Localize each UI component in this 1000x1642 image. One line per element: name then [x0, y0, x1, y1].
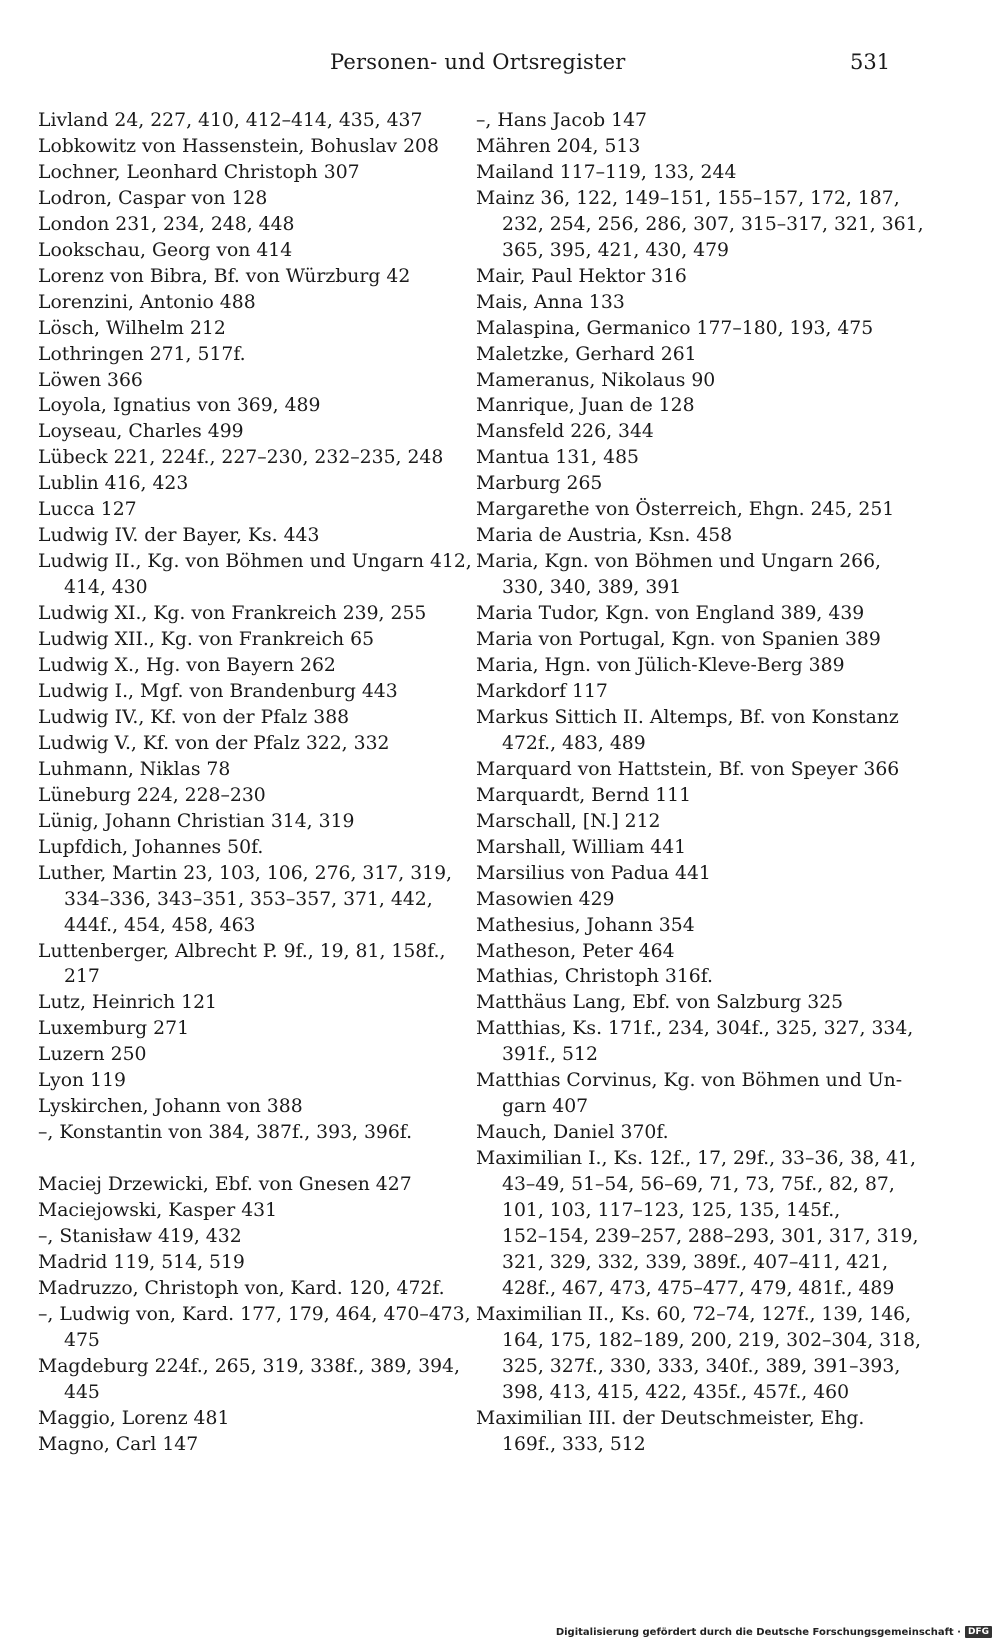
index-entry-continuation: 232, 254, 256, 286, 307, 315–317, 321, 361, — [502, 213, 924, 235]
index-entry-continuation: 414, 430 — [64, 577, 148, 599]
index-entry: Mathias, Christoph 316f. — [476, 966, 713, 988]
index-entry: Luhmann, Niklas 78 — [38, 758, 231, 780]
index-entry: Mantua 131, 485 — [476, 447, 639, 469]
index-entry-continuation: 445 — [64, 1381, 100, 1403]
index-entry: –, Ludwig von, Kard. 177, 179, 464, 470–473, — [38, 1303, 471, 1325]
index-entry: Matthäus Lang, Ebf. von Salzburg 325 — [476, 992, 844, 1014]
index-entry: Luzern 250 — [38, 1044, 147, 1066]
index-entry: Loyseau, Charles 499 — [38, 421, 244, 443]
index-entry: Löwen 366 — [38, 369, 143, 391]
index-entry: Marburg 265 — [476, 473, 603, 495]
index-entry: Lösch, Wilhelm 212 — [38, 317, 226, 339]
index-entry: Margarethe von Österreich, Ehgn. 245, 251 — [476, 499, 895, 521]
index-entry: Mameranus, Nikolaus 90 — [476, 369, 716, 391]
digitization-footer — [556, 1626, 992, 1638]
index-entry: Ludwig I., Mgf. von Brandenburg 443 — [38, 680, 398, 702]
index-entry: Lutz, Heinrich 121 — [38, 992, 217, 1014]
index-entry: Lookschau, Georg von 414 — [38, 239, 293, 261]
index-entry: Matthias, Ks. 171f., 234, 304f., 325, 327, 334, — [476, 1018, 914, 1040]
index-entry: Mailand 117–119, 133, 244 — [476, 161, 737, 183]
index-entry: Lodron, Caspar von 128 — [38, 187, 268, 209]
index-entry: Mathesius, Johann 354 — [476, 914, 695, 936]
index-entry: Masowien 429 — [476, 888, 615, 910]
index-entry: Lyskirchen, Johann von 388 — [38, 1096, 303, 1118]
index-entry: Maria, Kgn. von Böhmen und Ungarn 266, — [476, 551, 882, 573]
index-entry: Marquard von Hattstein, Bf. von Speyer 366 — [476, 758, 900, 780]
index-entry: Maria Tudor, Kgn. von England 389, 439 — [476, 603, 865, 625]
index-entry-continuation: 321, 329, 332, 339, 389f., 407–411, 421, — [502, 1251, 889, 1273]
index-entry: Ludwig XI., Kg. von Frankreich 239, 255 — [38, 603, 427, 625]
index-entry-continuation: 169f., 333, 512 — [502, 1433, 646, 1455]
index-entry-continuation: 334–336, 343–351, 353–357, 371, 442, — [64, 888, 433, 910]
index-entry: Manrique, Juan de 128 — [476, 395, 695, 417]
index-entry: Marshall, William 441 — [476, 836, 687, 858]
index-entry: Mainz 36, 122, 149–151, 155–157, 172, 187, — [476, 187, 900, 209]
index-entry-continuation: 152–154, 239–257, 288–293, 301, 317, 319, — [502, 1225, 919, 1247]
section-gap — [38, 1146, 468, 1172]
index-entry: Maggio, Lorenz 481 — [38, 1407, 230, 1429]
index-entry: Luxemburg 271 — [38, 1018, 190, 1040]
index-entry: Mansfeld 226, 344 — [476, 421, 654, 443]
index-entry: Lorenz von Bibra, Bf. von Würzburg 42 — [38, 265, 411, 287]
index-entry: Ludwig IV. der Bayer, Ks. 443 — [38, 525, 320, 547]
index-entry-continuation: 217 — [64, 966, 100, 988]
index-entry-continuation: 398, 413, 415, 422, 435f., 457f., 460 — [502, 1381, 850, 1403]
index-entry: Lünig, Johann Christian 314, 319 — [38, 810, 355, 832]
index-entry: Ludwig V., Kf. von der Pfalz 322, 332 — [38, 732, 390, 754]
index-entry-continuation: 391f., 512 — [502, 1044, 598, 1066]
index-entry: Maria von Portugal, Kgn. von Spanien 389 — [476, 629, 881, 651]
index-entry: Maciej Drzewicki, Ebf. von Gnesen 427 — [38, 1174, 412, 1196]
index-entry: Livland 24, 227, 410, 412–414, 435, 437 — [38, 110, 423, 131]
index-entry: Maximilian I., Ks. 12f., 17, 29f., 33–36, 38, 41, — [476, 1148, 916, 1170]
index-entry: Ludwig XII., Kg. von Frankreich 65 — [38, 629, 375, 651]
index-entry: Luther, Martin 23, 103, 106, 276, 317, 319, — [38, 862, 453, 884]
index-column-right — [476, 108, 924, 1458]
index-entry: Madrid 119, 514, 519 — [38, 1251, 245, 1273]
page-number: 531 — [850, 50, 891, 74]
index-entry: Luttenberger, Albrecht P. 9f., 19, 81, 158f., — [38, 940, 446, 962]
index-entry: Magdeburg 224f., 265, 319, 338f., 389, 394, — [38, 1355, 460, 1377]
index-entry: Lublin 416, 423 — [38, 473, 189, 495]
index-entry: Lupfdich, Johannes 50f. — [38, 836, 264, 858]
index-entry: Mähren 204, 513 — [476, 135, 641, 157]
index-entry-continuation: 475 — [64, 1329, 100, 1351]
index-entry: Lyon 119 — [38, 1070, 126, 1092]
index-entry: Lübeck 221, 224f., 227–230, 232–235, 248 — [38, 447, 444, 469]
index-entry: Lochner, Leonhard Christoph 307 — [38, 161, 360, 183]
index-entry: Marschall, [N.] 212 — [476, 810, 661, 832]
index-entry: Lucca 127 — [38, 499, 137, 521]
index-entry: Mauch, Daniel 370f. — [476, 1122, 669, 1144]
running-header: Personen- und Ortsregister — [330, 50, 626, 74]
dfg-logo: DFG — [965, 1626, 992, 1638]
index-entry-continuation: garn 407 — [502, 1096, 589, 1118]
index-entry: Madruzzo, Christoph von, Kard. 120, 472f. — [38, 1277, 445, 1299]
index-entry: Lobkowitz von Hassenstein, Bohuslav 208 — [38, 135, 439, 157]
index-entry: Maria, Hgn. von Jülich-Kleve-Berg 389 — [476, 655, 845, 677]
index-entry-continuation: 43–49, 51–54, 56–69, 71, 73, 75f., 82, 87, — [502, 1174, 895, 1196]
index-entry: Marsilius von Padua 441 — [476, 862, 711, 884]
index-entry: Marquardt, Bernd 111 — [476, 784, 692, 806]
index-entry-continuation: 428f., 467, 473, 475–477, 479, 481f., 489 — [502, 1277, 895, 1299]
index-entry: Lüneburg 224, 228–230 — [38, 784, 266, 806]
index-entry: Matthias Corvinus, Kg. von Böhmen und Un- — [476, 1070, 903, 1092]
index-entry: Mair, Paul Hektor 316 — [476, 265, 687, 287]
index-entry: Maletzke, Gerhard 261 — [476, 343, 697, 365]
index-entry-continuation: 444f., 454, 458, 463 — [64, 914, 256, 936]
index-entry-continuation: 472f., 483, 489 — [502, 732, 646, 754]
index-entry-continuation: 365, 395, 421, 430, 479 — [502, 239, 729, 261]
index-entry: Malaspina, Germanico 177–180, 193, 475 — [476, 317, 874, 339]
index-entry: Magno, Carl 147 — [38, 1433, 199, 1455]
footer-text: Digitalisierung gefördert durch die Deutsche Forschungsgemeinschaft · — [555, 1626, 961, 1638]
index-entry: Lothringen 271, 517f. — [38, 343, 246, 365]
index-entry: Ludwig II., Kg. von Böhmen und Ungarn 412, — [38, 551, 472, 573]
index-entry: Markus Sittich II. Altemps, Bf. von Konstanz — [476, 706, 899, 728]
index-entry: Markdorf 117 — [476, 680, 608, 702]
index-entry: –, Konstantin von 384, 387f., 393, 396f. — [38, 1122, 413, 1144]
index-entry: –, Stanisław 419, 432 — [38, 1226, 242, 1248]
index-entry: Maximilian II., Ks. 60, 72–74, 127f., 139, 146, — [476, 1303, 912, 1325]
index-entry: Ludwig X., Hg. von Bayern 262 — [38, 655, 336, 677]
index-column-left — [38, 108, 472, 1458]
index-entry-continuation: 330, 340, 389, 391 — [502, 577, 682, 599]
index-entry-continuation: 164, 175, 182–189, 200, 219, 302–304, 318, — [502, 1329, 922, 1351]
index-entry: Lorenzini, Antonio 488 — [38, 291, 256, 313]
index-entry: Maciejowski, Kasper 431 — [38, 1200, 278, 1222]
index-entry-continuation: 101, 103, 117–123, 125, 135, 145f., — [502, 1200, 841, 1222]
index-entry: London 231, 234, 248, 448 — [38, 213, 295, 235]
index-entry: Mais, Anna 133 — [476, 291, 625, 313]
index-entry-continuation: 325, 327f., 330, 333, 340f., 389, 391–393, — [502, 1355, 901, 1377]
index-entry: Loyola, Ignatius von 369, 489 — [38, 395, 321, 417]
index-entry: Ludwig IV., Kf. von der Pfalz 388 — [38, 706, 350, 728]
index-entry: –, Hans Jacob 147 — [476, 110, 648, 131]
index-entry: Matheson, Peter 464 — [476, 940, 675, 962]
index-entry: Maximilian III. der Deutschmeister, Ehg. — [476, 1407, 865, 1429]
index-entry: Maria de Austria, Ksn. 458 — [476, 525, 733, 547]
